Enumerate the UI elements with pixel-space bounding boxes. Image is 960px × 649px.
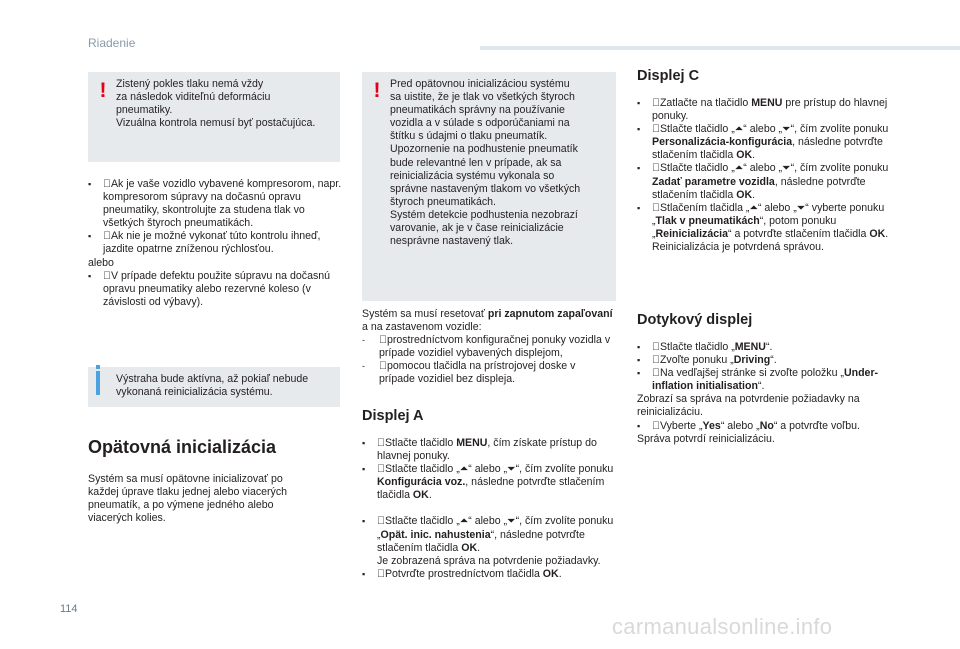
watermark: carmanualsonline.info — [612, 614, 833, 639]
bullet-icon: ▪ — [637, 98, 641, 108]
info-box — [88, 367, 340, 407]
warning-text: Pred opätovnou inicializáciou systému sa uistite, že je tlak vo všetkých štyroch pneumatikách správny na používanie vozidla a v súlade s odporúčaniami na štítku s údajmi o tlaku pneumatík. Upozornenie na podhustenie pneumatík bude relevantné len v prípade, ak sa reinicializácia systému vykonala so správne nastaveným tlakom vo všetkých štyroch pneumatikách. Systém detekcie podhustenia nezobrazí varovanie, ak je v čase reinicializácie nesprávne nastavený tlak. — [390, 78, 581, 248]
bullet-icon: ▪ — [362, 568, 366, 579]
arrow-down-icon: ⏷ — [507, 515, 516, 528]
section-heading-reinit: Opätovná inicializácia — [88, 437, 277, 457]
list-item: ▪ Zatlačte na tlačidlo MENU pre prístup do hlavnej ponuky. — [637, 97, 888, 123]
warning-icon: ! — [99, 79, 107, 102]
arrow-up-icon: ⏶ — [459, 463, 469, 476]
list-item: - prostredníctvom konfiguračnej ponuky vozidla v prípade vozidiel vybavených displejom, — [362, 334, 611, 360]
list-item: ▪ Stlačením tlačidla „⏶“ alebo „⏷“ vyberte ponuku „Tlak v pneumatikách“, potom ponuku „Reinicializácia“ a potvrďte stlačením tlačidla OK. Reinicializácia je potvrdená správou. — [637, 201, 889, 254]
info-icon — [96, 371, 100, 395]
list-item: ▪ Stlačte tlačidlo „MENU“. — [637, 341, 773, 353]
arrow-down-icon: ⏷ — [782, 162, 791, 175]
reset-intro: Systém sa musí resetovať pri zapnutom zapaľovaní a na zastavenom vozidle: — [362, 308, 613, 334]
list-item: ▪ Zvoľte ponuku „Driving“. — [637, 354, 777, 367]
display-a-heading: Displej A — [362, 408, 424, 424]
bullet-icon: ▪ — [637, 368, 641, 379]
bullet-icon: ▪ — [88, 231, 92, 242]
bullet-icon: ▪ — [362, 438, 366, 448]
alebo-text: alebo — [88, 256, 114, 269]
list-item: ▪ Stlačte tlačidlo „⏶“ alebo „⏷“, čím zvolíte ponuku Konfigurácia voz., následne potvrďte stlačením tlačidla OK. — [362, 463, 614, 502]
dash-icon: - — [362, 361, 365, 372]
list-item: - pomocou tlačidla na prístrojovej doske v prípade vozidiel bez displeja. — [362, 360, 576, 386]
touch-display-steps — [637, 341, 893, 446]
arrow-up-icon: ⏶ — [734, 123, 744, 136]
arrow-down-icon: ⏷ — [796, 201, 806, 214]
arrow-up-icon: ⏶ — [749, 201, 758, 214]
arrow-up-icon: ⏶ — [734, 162, 744, 175]
list-item: ▪ Stlačte tlačidlo MENU, čím získate prístup do hlavnej ponuky. — [362, 437, 597, 463]
list-item: ▪ Stlačte tlačidlo „⏶“ alebo „⏷“, čím zvolíte ponuku Personalizácia-konfigurácia, následne potvrďte stlačením tlačidla OK. — [637, 123, 889, 162]
warning-box-pressure-drop — [88, 72, 340, 162]
display-a-steps — [362, 437, 614, 581]
list-item: ▪ Stlačte tlačidlo „⏶“ alebo „⏷“, čím zvolíte ponuku „Opät. inic. nahustenia“, následne potvrďte stlačením tlačidla OK. Je zobrazená správa na potvrdenie požiadavky. — [362, 515, 614, 567]
warning-icon: ! — [373, 79, 381, 102]
display-c-heading: Displej C — [637, 68, 700, 84]
bullet-icon: ▪ — [88, 179, 92, 189]
bullet-icon: ▪ — [88, 270, 92, 281]
touch-mid-text: Zobrazí sa správa na potvrdenie požiadavky na reinicializáciu. — [637, 393, 860, 419]
arrow-down-icon: ⏷ — [782, 123, 791, 136]
arrow-up-icon: ⏶ — [459, 515, 469, 528]
touch-display-heading: Dotykový displej — [637, 312, 753, 328]
list-item: ▪ Vyberte „Yes“ alebo „No“ a potvrďte voľbu. — [637, 419, 860, 432]
bullet-icon: ▪ — [362, 464, 366, 475]
page-number: 114 — [60, 603, 78, 615]
bullet-icon: ▪ — [637, 420, 641, 431]
list-item: ▪ Ak je vaše vozidlo vybavené kompresorom, napr. kompresorom súpravy na dočasnú opravu pneumatiky, skontrolujte za studena tlak vo všetkých štyroch pneumatikách. — [88, 178, 342, 230]
bullet-icon: ▪ — [637, 124, 641, 135]
info-text: Výstraha bude aktívna, až pokiaľ nebude vykonaná reinicializácia systému. — [116, 373, 309, 399]
arrow-down-icon: ⏷ — [507, 463, 516, 476]
list-item: ▪ Stlačte tlačidlo „⏶“ alebo „⏷“, čím zvolíte ponuku Zadať parametre vozidla, následne potvrďte stlačením tlačidla OK. — [637, 162, 889, 201]
list-item: ▪ Na vedľajšej stránke si zvoľte položku „Under-inflation initialisation“. — [637, 367, 879, 393]
list-item: ▪ Ak nie je možné vykonať túto kontrolu ihneď, jazdite opatrne zníženou rýchlosťou. — [88, 230, 321, 256]
list-item: ▪ Potvrďte prostredníctvom tlačidla OK. — [362, 567, 562, 580]
warning-box-before-reinit — [362, 72, 616, 301]
header-rule — [480, 46, 960, 50]
bullet-icon: ▪ — [637, 202, 641, 213]
bullet-icon: ▪ — [637, 355, 641, 366]
reset-conditions — [362, 308, 614, 387]
bullet-icon: ▪ — [637, 163, 641, 174]
display-c-steps — [637, 97, 893, 254]
check-instructions — [88, 178, 343, 309]
warning-text: Zistený pokles tlaku nemá vždy za následok viditeľnú deformáciu pneumatiky. Vizuálna kontrola nemusí byť postačujúca. — [116, 78, 316, 130]
touch-end-text: Správa potvrdí reinicializáciu. — [637, 432, 775, 445]
bullet-icon: ▪ — [637, 342, 641, 352]
reinit-paragraph: Systém sa musí opätovne inicializovať po každej úprave tlaku jednej alebo viacerých pneumatík, a po výmene jedného alebo viacerých kolies. — [88, 473, 288, 525]
dash-icon: - — [362, 335, 365, 346]
bullet-icon: ▪ — [362, 516, 366, 527]
section-title: Riadenie — [88, 36, 136, 50]
list-item: ▪ V prípade defektu použite súpravu na dočasnú opravu pneumatiky alebo rezervné koleso (v závislosti od výbavy). — [88, 269, 331, 308]
